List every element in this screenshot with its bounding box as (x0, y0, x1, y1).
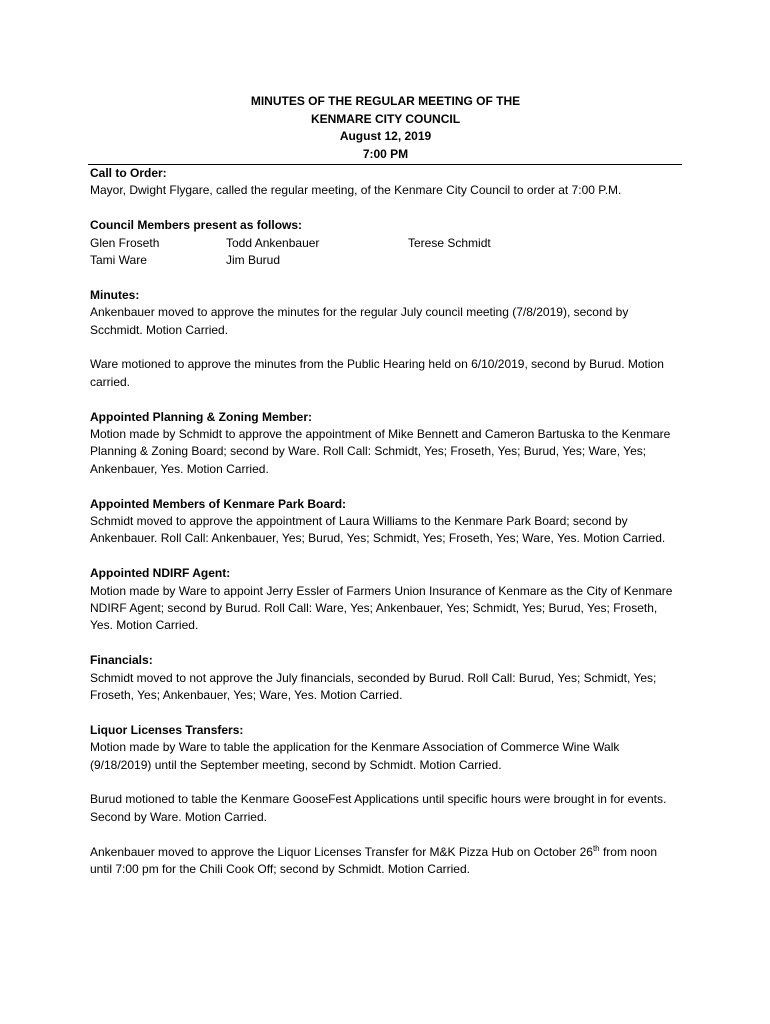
liquor-paragraph-3-start: Ankenbauer moved to approve the Liquor Licenses Transfer for M&K Pizza Hub on October 26 (90, 844, 593, 859)
document-title (90, 93, 681, 163)
section-goosefest (90, 791, 682, 826)
section-planning-zoning (90, 409, 682, 479)
member-name: Todd Ankenbauer (226, 235, 320, 250)
title-line-1: MINUTES OF THE REGULAR MEETING OF THE (250, 94, 521, 108)
liquor-paragraph-3 (90, 844, 682, 879)
council-members-list (90, 235, 682, 270)
planning-zoning-text: Motion made by Schmidt to approve the appointment of Mike Bennett and Cameron Bartuska to the Kenmare Planning & Zoning Board; second by Ware. Roll Call: Schmidt, Yes; Froseth, Yes; Burud, Yes; Ware, Yes; Ankenbauer, Yes. Motion Carried. (90, 427, 671, 476)
member-name: Glen Froseth (90, 235, 160, 250)
liquor-paragraph-2: Burud motioned to table the Kenmare GooseFest Applications until specific hours were brought in for events. Second by Ware. Motion Carried. (90, 792, 667, 824)
liquor-paragraph-3-end: from noon until 7:00 pm for the Chili Cook Off; second by Schmidt. Motion Carried. (90, 844, 657, 877)
section-liquor-licenses (90, 722, 682, 774)
call-to-order-text: Mayor, Dwight Flygare, called the regular meeting, of the Kenmare City Council to order at 7:00 P.M. (90, 183, 622, 198)
minutes-heading: Minutes: (90, 287, 140, 302)
financials-heading: Financials: (90, 653, 153, 668)
planning-zoning-heading: Appointed Planning & Zoning Member: (90, 409, 312, 424)
section-minutes (90, 287, 682, 339)
member-name: Terese Schmidt (408, 235, 491, 250)
section-minutes-public-hearing (90, 356, 682, 391)
member-name: Jim Burud (226, 253, 281, 268)
ndirf-agent-heading: Appointed NDIRF Agent: (90, 566, 231, 581)
section-ndirf-agent (90, 565, 682, 635)
call-to-order-heading: Call to Order: (90, 166, 167, 180)
section-call-to-order (90, 165, 682, 200)
meeting-date: August 12, 2019 (339, 129, 432, 143)
financials-text: Schmidt moved to not approve the July financials, seconded by Burud. Roll Call: Burud, Yes; Schmidt, Yes; Froseth, Yes; Ankenbauer, Yes; Ware, Yes. Motion Carried. (90, 670, 657, 703)
park-board-text: Schmidt moved to approve the appointment of Laura Williams to the Kenmare Park Board; second by Ankenbauer. Roll Call: Ankenbauer, Yes; Burud, Yes; Schmidt, Yes; Froseth, Yes; Ware, Yes. Motion Carried. (90, 514, 666, 546)
title-line-2: KENMARE CITY COUNCIL (310, 111, 461, 126)
council-members-heading: Council Members present as follows: (90, 218, 303, 233)
park-board-heading: Appointed Members of Kenmare Park Board: (90, 496, 347, 511)
member-name: Tami Ware (90, 253, 147, 268)
minutes-paragraph-2: Ware motioned to approve the minutes from the Public Hearing held on 6/10/2019, second by Burud. Motion carried. (90, 357, 664, 389)
section-pizza-hub (90, 844, 682, 879)
section-council-members (90, 217, 682, 269)
ndirf-agent-text: Motion made by Ware to appoint Jerry Essler of Farmers Union Insurance of Kenmare as the City of Kenmare NDIRF Agent; second by Burud. Roll Call: Ware, Yes; Ankenbauer, Yes; Schmidt, Yes; Burud, Yes; Froseth, Yes. Motion Carried. (90, 583, 673, 633)
section-financials (90, 652, 682, 704)
meeting-time: 7:00 PM (362, 146, 409, 161)
minutes-paragraph-1: Ankenbauer moved to approve the minutes for the regular July council meeting (7/8/2019), second by Scchmidt. Motion Carried. (90, 305, 629, 337)
ordinal-suffix: th (592, 843, 600, 853)
liquor-paragraph-1: Motion made by Ware to table the application for the Kenmare Association of Commerce Wine Walk (9/18/2019) until the September meeting, second by Schmidt. Motion Carried. (90, 740, 620, 772)
liquor-licenses-heading: Liquor Licenses Transfers: (90, 722, 244, 737)
section-park-board (90, 496, 682, 548)
minutes-body (90, 165, 682, 896)
